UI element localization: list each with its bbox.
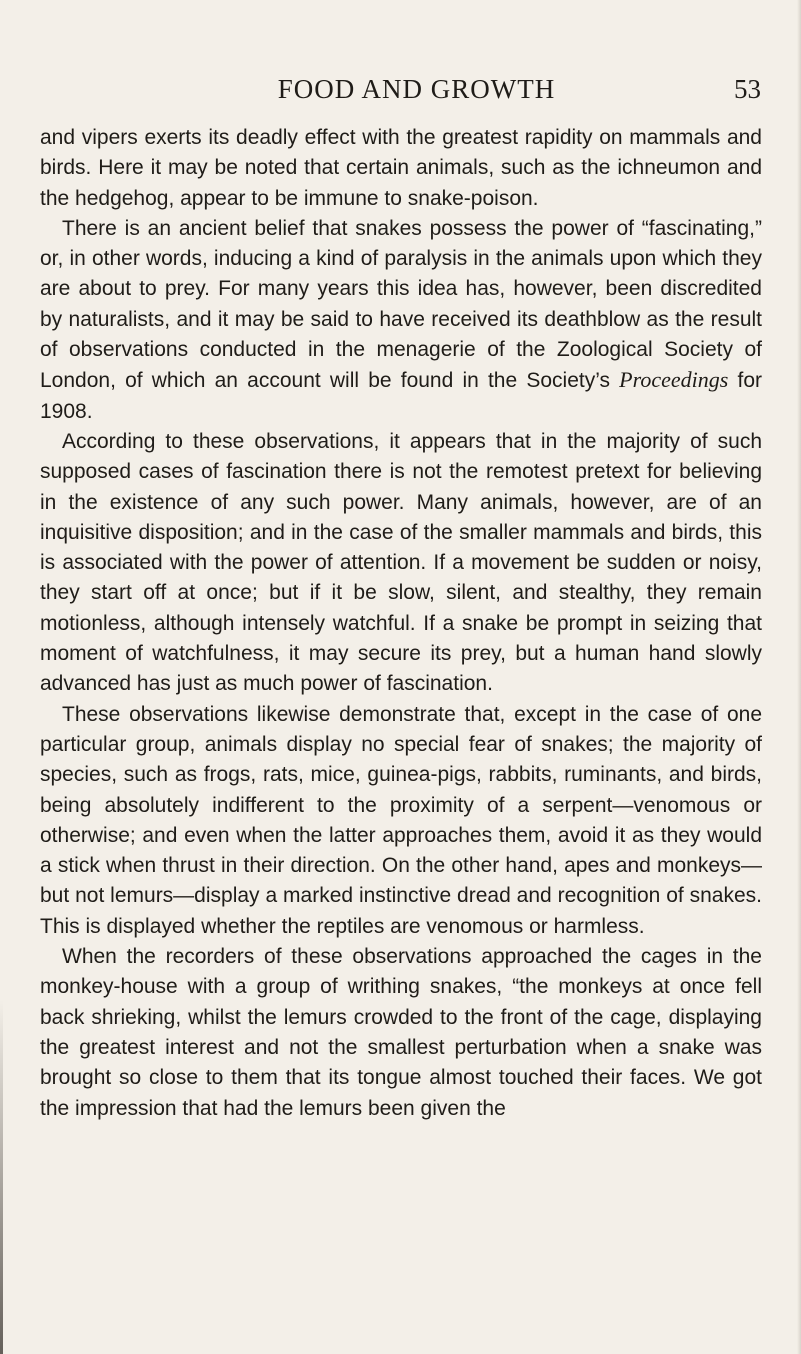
paragraph-3: According to these observations, it appears that in the majority of such supposed cases of fascination there is not the remotest pretext for believing in the existence of any such power. Many animals, however, are of an inquisitive disposition; and in the case of the smaller mammals and birds, this is associated with the power of attention. If a movement be sudden or noisy, they start off at once; but if it be slow, silent, and stealthy, they remain motionless, although intensely watchful. If a snake be prompt in seizing that moment of watchfulness, it may secure its prey, but a human hand slowly advanced has just as much power of fascination. xyxy=(40,429,762,696)
paragraph-2-end: for 1908. xyxy=(40,369,763,423)
paragraph-1: and vipers exerts its deadly effect with the greatest rapidity on mammals and birds. Here it may be noted that certain animals, such as the ichneumon and the hedgehog, appear to be immune to snake-poison. xyxy=(40,126,762,210)
running-head: FOOD AND GROWTH xyxy=(277,74,556,104)
binding-shadow xyxy=(0,1000,3,1354)
proceedings-title: Proceedings xyxy=(619,367,729,393)
page-edge-shadow xyxy=(797,0,801,1354)
paragraph-5: When the recorders of these observations approached the cages in the monkey-house with a group of writhing snakes, “the monkeys at once fell back shrieking, whilst the lemurs crowded to the front of the cage, displaying the greatest interest and not the smallest perturbation when a snake was brought so close to them that its tongue almost touched their faces. We got the impression that had the lemurs been given the xyxy=(40,945,762,1120)
paragraph-2-text: There is an ancient belief that snakes possess the power of “fascinating,” or, in other words, inducing a kind of paralysis in the animals upon which they are about to prey. For many years this idea has, however, been discredited by naturalists, and it may be said to have received its deathblow as the result of observations conducted in the menagerie of the Zoological Society of London, of which an account will be found in the Society’s xyxy=(40,216,762,393)
page-number: 53 xyxy=(734,74,761,104)
page-header xyxy=(0,72,801,108)
paragraph-4: These observations likewise demonstrate that, except in the case of one particular group, animals display no special fear of snakes; the majority of species, such as frogs, rats, mice, guinea-pigs, rabbits, ruminants, and birds, being absolutely indifferent to the proximity of a serpent—venomous or otherwise; and even when the latter approaches them, avoid it as they would a stick when thrust in their direction. On the other hand, apes and monkeys—but not lemurs—display a marked instinctive dread and recognition of snakes. This is displayed whether the reptiles are venomous or harmless. xyxy=(40,702,762,938)
body-text xyxy=(40,123,762,1124)
paragraph-2 xyxy=(40,214,762,427)
